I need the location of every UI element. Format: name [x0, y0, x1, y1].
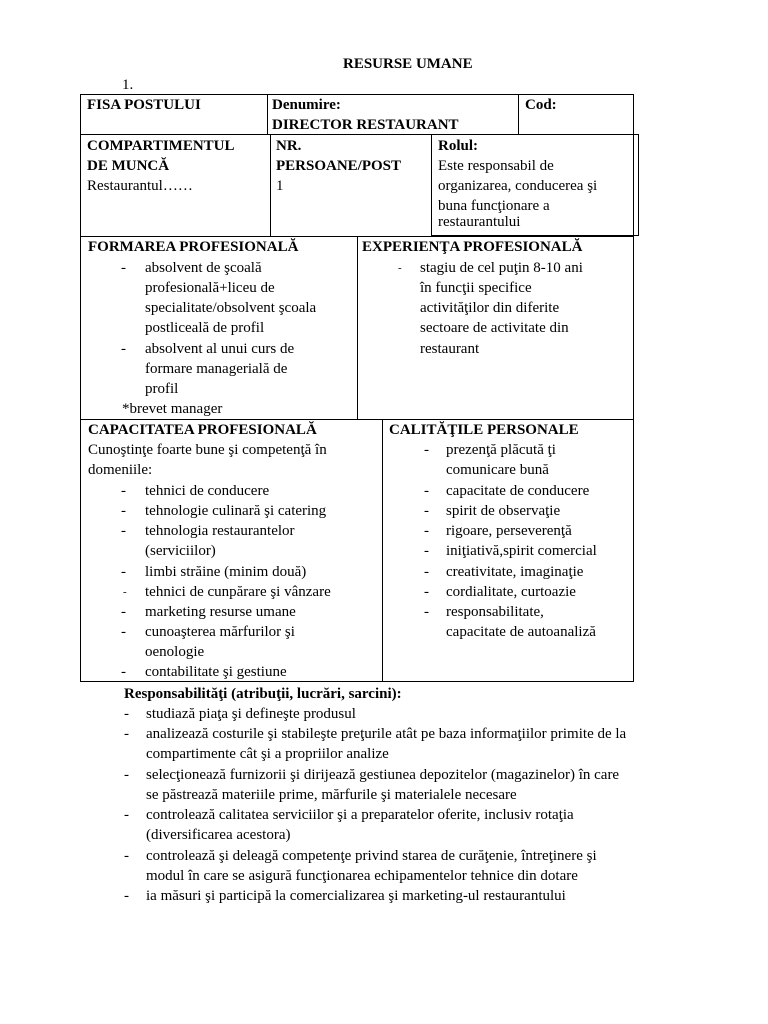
formarea-line: postliceală de profil [145, 320, 265, 336]
denumire-label: Denumire: [272, 97, 341, 113]
bullet-dash: - [121, 664, 126, 680]
responsabilitati-line: studiază piaţa şi defineşte produsul [146, 706, 356, 722]
calitatile-item: iniţiativă,spirit comercial [446, 543, 597, 559]
nr-value: 1 [276, 178, 284, 194]
capacitatea-item: contabilitate şi gestiune [145, 664, 287, 680]
capacitatea-intro-2: domeniile: [88, 462, 153, 478]
experienta-line: sectoare de activitate din [420, 320, 569, 336]
bullet-dash: - [424, 503, 429, 519]
bullet-dash: - [424, 543, 429, 559]
compartiment-value: Restaurantul…… [87, 178, 193, 194]
formarea-line: absolvent de şcoală [145, 260, 262, 276]
rolul-line: buna funcţionare a [438, 198, 550, 214]
divider [518, 94, 519, 135]
responsabilitati-line: controlează şi deleagă competenţe privind starea de curăţenie, întreţinere şi [146, 848, 597, 864]
denumire-value: DIRECTOR RESTAURANT [272, 117, 459, 133]
responsabilitati-line: ia măsuri şi participă la comercializarea şi marketing-ul restaurantului [146, 888, 566, 904]
experienta-line: restaurant [420, 341, 480, 357]
compartiment-label: COMPARTIMENTUL [87, 138, 235, 154]
responsabilitati-line: se păstrează materiile prime, mărfurile şi materialele necesare [146, 787, 517, 803]
bullet-dash: - [123, 586, 127, 598]
capacitatea-intro: Cunoştinţe foarte bune şi competenţă în [88, 442, 327, 458]
divider [382, 419, 383, 682]
bullet-dash: - [124, 848, 129, 864]
nr-label: NR. [276, 138, 302, 154]
bullet-dash: - [424, 564, 429, 580]
capacitatea-item: tehnici de cunpărare şi vânzare [145, 584, 331, 600]
compartiment-label-2: DE MUNCĂ [87, 158, 170, 174]
bullet-dash: - [121, 564, 126, 580]
formarea-line: profil [145, 381, 179, 397]
section-number: 1. [122, 77, 134, 93]
bullet-dash: - [124, 767, 129, 783]
bullet-dash: - [121, 523, 126, 539]
divider [270, 134, 271, 237]
responsabilitati-line: analizează costurile şi stabileşte preţurile atât pe baza informaţiilor primite de la [146, 726, 627, 742]
bullet-dash: - [121, 624, 126, 640]
bullet-dash: - [124, 807, 129, 823]
formarea-heading: FORMAREA PROFESIONALĂ [88, 239, 299, 255]
responsabilitati-line: controlează calitatea serviciilor şi a preparatelor oferite, inclusiv rotaţia [146, 807, 574, 823]
calitatile-item: comunicare bună [446, 462, 549, 478]
bullet-dash: - [424, 604, 429, 620]
formarea-line: absolvent al unui curs de [145, 341, 295, 357]
calitatile-item: spirit de observaţie [446, 503, 561, 519]
calitatile-item: creativitate, imaginaţie [446, 564, 584, 580]
bullet-dash: - [424, 442, 429, 458]
capacitatea-item: cunoaşterea mărfurilor şi [145, 624, 295, 640]
formarea-line: formare managerială de [145, 361, 288, 377]
experienta-line: în funcţii specifice [420, 280, 532, 296]
bullet-dash: - [124, 888, 129, 904]
capacitatea-item: (serviciilor) [145, 543, 216, 559]
bullet-dash: - [121, 483, 126, 499]
responsabilitati-line: selecţionează furnizorii şi dirijează gestiunea depozitelor (magazinelor) în care [146, 767, 620, 783]
rolul-line: Este responsabil de [438, 158, 554, 174]
bullet-dash: - [121, 260, 126, 276]
capacitatea-item: tehnologie culinară şi catering [145, 503, 327, 519]
capacitatea-item: oenologie [145, 644, 205, 660]
bullet-dash: - [424, 523, 429, 539]
calitatile-item: prezenţă plăcută ţi [446, 442, 556, 458]
responsabilitati-line: (diversificarea acestora) [146, 827, 291, 843]
divider [267, 94, 268, 135]
formarea-line: specialitate/obsolvent şcoala [145, 300, 317, 316]
cod-label: Cod: [525, 97, 557, 113]
rolul-label: Rolul: [438, 138, 479, 154]
calitatile-item: responsabilitate, [446, 604, 544, 620]
rolul-line: organizarea, conducerea şi [438, 178, 598, 194]
responsabilitati-line: modul în care se asigură funcţionarea echipamentelor tehnice din dotare [146, 868, 578, 884]
bullet-dash: - [121, 503, 126, 519]
responsabilitati-heading: Responsabilităţi (atribuţii, lucrări, sarcini): [124, 686, 402, 702]
capacitatea-item: tehnici de conducere [145, 483, 270, 499]
experienta-line: activităţilor din diferite [420, 300, 560, 316]
bullet-dash: - [124, 706, 129, 722]
document-title: RESURSE UMANE [343, 56, 473, 72]
capacitatea-item: tehnologia restaurantelor [145, 523, 295, 539]
fisa-postului-label: FISA POSTULUI [87, 97, 201, 113]
capacitatea-item: marketing resurse umane [145, 604, 296, 620]
calitatile-item: capacitate de autoanaliză [446, 624, 596, 640]
bullet-dash: - [424, 584, 429, 600]
bullet-dash: - [398, 262, 402, 274]
capacitatea-item: limbi străine (minim două) [145, 564, 307, 580]
experienta-heading: EXPERIENŢA PROFESIONALĂ [362, 239, 583, 255]
bullet-dash: - [124, 726, 129, 742]
nr-label-2: PERSOANE/POST [276, 158, 402, 174]
bullet-dash: - [121, 341, 126, 357]
experienta-line: stagiu de cel puţin 8-10 ani [420, 260, 583, 276]
capacitatea-heading: CAPACITATEA PROFESIONALĂ [88, 422, 317, 438]
calitatile-item: rigoare, perseverenţă [446, 523, 572, 539]
calitatile-heading: CALITĂŢILE PERSONALE [389, 422, 579, 438]
rolul-line: restaurantului [438, 214, 521, 230]
bullet-dash: - [121, 604, 126, 620]
calitatile-item: cordialitate, curtoazie [446, 584, 576, 600]
formarea-note: *brevet manager [122, 401, 223, 417]
bullet-dash: - [424, 483, 429, 499]
formarea-line: profesională+liceu de [145, 280, 275, 296]
calitatile-item: capacitate de conducere [446, 483, 590, 499]
responsabilitati-line: compartimente cât şi a propriilor analize [146, 746, 389, 762]
divider [357, 236, 358, 420]
